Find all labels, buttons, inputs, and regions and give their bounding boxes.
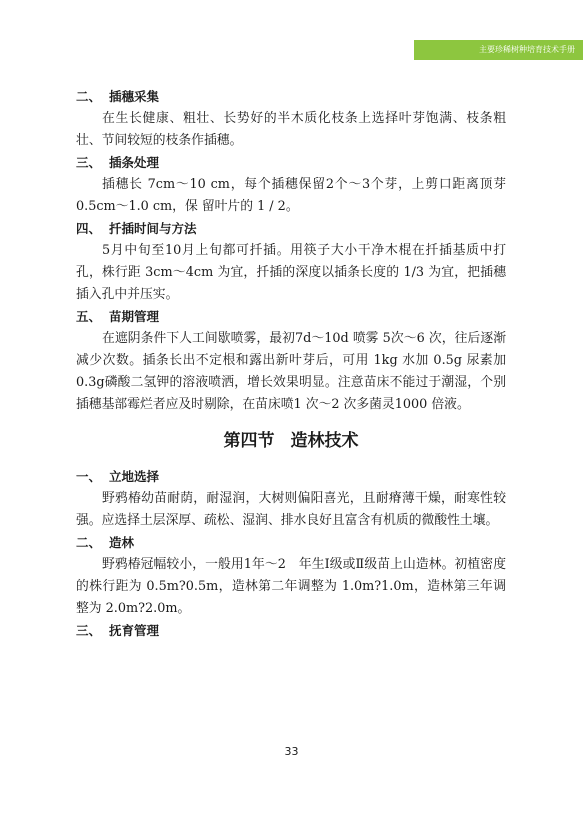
subsection-title: 苗期管理 [109,309,160,324]
subsection-number: 五、 [76,309,102,324]
section-title: 造林技术 [290,431,359,451]
subsection-heading [76,218,506,240]
section-number: 第四节 [223,431,275,451]
subsection-title: 抚育管理 [109,623,160,638]
subsection-title: 立地选择 [109,469,160,484]
subsection-number: 一、 [76,469,102,484]
body-paragraph: 插穗长 7cm～10 cm，每个插穗保留2个～3个芽，上剪口距离顶芽0.5cm～1.0 cm，保 留叶片的 1 / 2。 [76,177,506,214]
subsection-title: 造林 [109,535,135,550]
subsection-title: 插穗采集 [109,89,160,104]
subsection-number: 二、 [76,535,102,550]
section-heading [76,416,506,466]
subsection-heading [76,152,506,174]
subsection-heading [76,620,506,642]
subsection-title: 扦插时间与方法 [109,221,197,236]
subsection-title: 插条处理 [109,155,160,170]
subsection-number: 三、 [76,155,102,170]
subsection-heading [76,466,506,488]
header-bar [414,40,583,60]
subsection-number: 二、 [76,89,102,104]
subsection-heading [76,306,506,328]
running-header-title: 主要珍稀树种培育技术手册 [479,45,575,54]
subsection-number: 三、 [76,623,102,638]
subsection-heading [76,532,506,554]
subsection-heading [76,86,506,108]
body-paragraph: 5月中旬至10月上旬都可扦插。用筷子大小干净木棍在扦插基质中打孔，株行距 3cm～4cm 为宜，扦插的深度以插条长度的 1/3 为宜，把插穗插入孔中并压实。 [76,243,506,302]
body-paragraph: 在生长健康、粗壮、长势好的半木质化枝条上选择叶芽饱满、枝条粗壮、节间较短的枝条作插穗。 [76,111,506,148]
page-number: 33 [284,745,299,758]
subsection-number: 四、 [76,221,102,236]
page-content [76,86,506,642]
body-paragraph: 在遮阴条件下人工间歇喷雾，最初7d～10d 喷雾 5次～6 次，往后逐渐减少次数。插条长出不定根和露出新叶芽后，可用 1kg 水加 0.5g 尿素加 0.3g磷酸二氢钾的溶液喷洒，增长效果明显。注意苗床不能过于潮湿，个别插穗基部霉烂者应及时剔除，在苗床喷1 次～2 次多菌灵1000 倍液。 [76,331,506,412]
body-paragraph: 野鸦椿幼苗耐荫，耐湿润，大树则偏阳喜光，且耐瘠薄干燥，耐寒性较强。应选择土层深厚、疏松、湿润、排水良好且富含有机质的微酸性土壤。 [76,491,506,528]
body-paragraph: 野鸦椿冠幅较小，一般用1年～2 年生Ⅰ级或Ⅱ级苗上山造林。初植密度的株行距为 0.5m?0.5m，造林第二年调整为 1.0m?1.0m，造林第三年调整为 2.0m?2.0m。 [76,557,506,616]
